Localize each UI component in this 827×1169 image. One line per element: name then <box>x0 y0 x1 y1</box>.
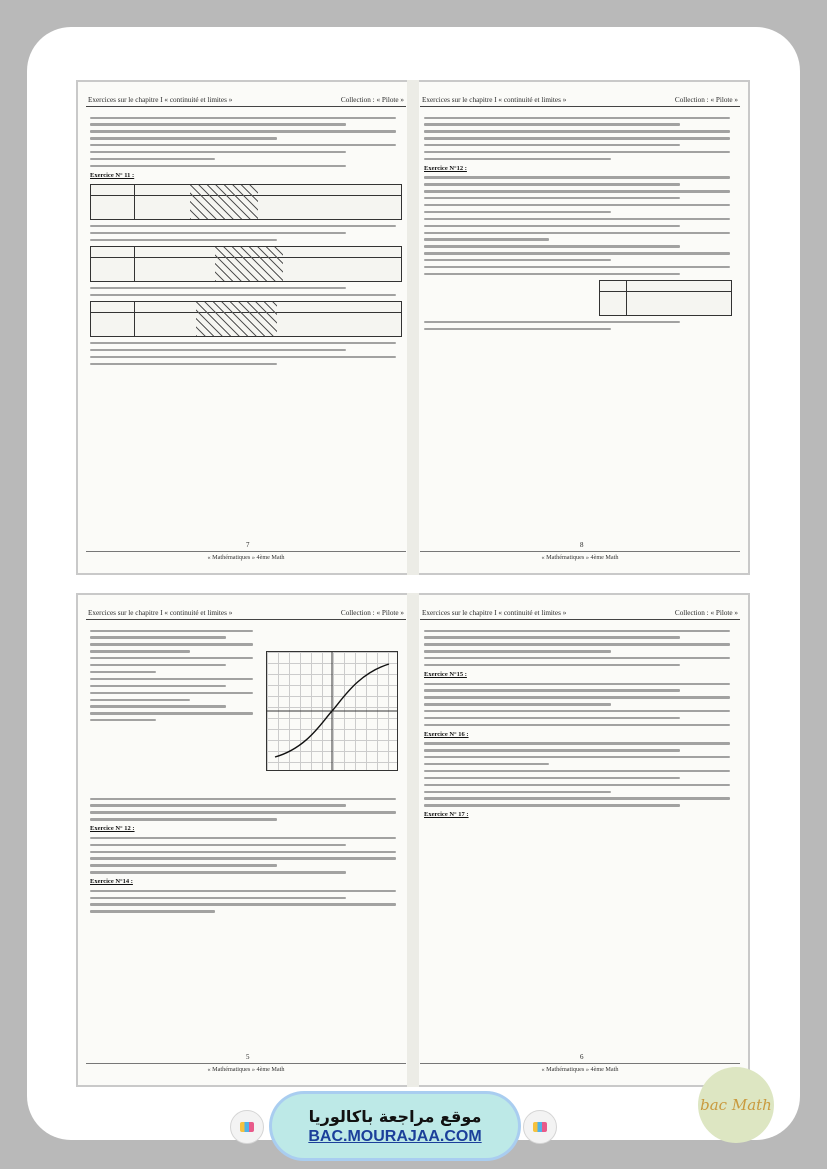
header-left: Exercices sur le chapitre I « continuité et limites » <box>422 609 567 617</box>
page-header <box>420 603 740 620</box>
page-footer: « Mathématiques » 4ème Math <box>420 551 740 561</box>
page-number: 8 <box>580 541 584 549</box>
header-left: Exercices sur le chapitre I « continuité et limites » <box>88 609 233 617</box>
exercise-heading: Exercice N°12 : <box>424 164 467 172</box>
page-top-left <box>86 90 406 565</box>
page-bottom-right <box>420 603 740 1077</box>
page-top-right <box>420 90 740 565</box>
book-logo-icon <box>523 1110 557 1144</box>
page-body <box>424 625 736 1055</box>
page-footer: « Mathématiques » 4ème Math <box>86 1063 406 1073</box>
exercise-heading: Exercice N° 12 : <box>90 825 135 833</box>
banner-arabic-title: موقع مراجعة باكالوريا <box>308 1106 482 1126</box>
variation-table <box>90 246 402 282</box>
page-footer: « Mathématiques » 4ème Math <box>86 551 406 561</box>
page-footer: « Mathématiques » 4ème Math <box>420 1063 740 1073</box>
exercise-heading: Exercice N° 11 : <box>90 171 135 179</box>
scanned-spread-bottom <box>76 593 750 1087</box>
bac-math-badge: bac Math <box>698 1067 774 1143</box>
variation-table <box>90 301 402 337</box>
function-graph <box>266 651 398 771</box>
book-logo-icon <box>230 1110 264 1144</box>
header-right: Collection : « Pilote » <box>340 609 404 617</box>
variation-table <box>599 280 732 316</box>
exercise-heading: Exercice N°15 : <box>424 670 467 678</box>
page-number: 5 <box>246 1053 250 1061</box>
exercise-heading: Exercice N° 17 : <box>424 811 469 819</box>
page-header <box>86 603 406 620</box>
curve-plot <box>267 652 397 770</box>
page-body <box>90 112 402 543</box>
page-number: 7 <box>246 541 250 549</box>
page-body <box>424 112 736 543</box>
book-gutter <box>407 80 419 575</box>
header-right: Collection : « Pilote » <box>674 609 738 617</box>
exercise-heading: Exercice N°14 : <box>90 878 133 886</box>
page-body-lower <box>90 793 402 1055</box>
header-right: Collection : « Pilote » <box>674 96 738 104</box>
exercise-heading: Exercice N° 16 : <box>424 730 469 738</box>
scanned-spread-top <box>76 80 750 575</box>
site-url-link[interactable]: BAC.MOURAJAA.COM <box>308 1127 482 1145</box>
site-banner[interactable] <box>272 1094 518 1158</box>
page-header <box>420 90 740 107</box>
header-right: Collection : « Pilote » <box>340 96 404 104</box>
page-header <box>86 90 406 107</box>
book-gutter <box>407 593 419 1087</box>
page-bottom-left <box>86 603 406 1077</box>
variation-table <box>90 184 402 220</box>
header-left: Exercices sur le chapitre I « continuité et limites » <box>88 96 233 104</box>
page-number: 6 <box>580 1053 584 1061</box>
header-left: Exercices sur le chapitre I « continuité et limites » <box>422 96 567 104</box>
